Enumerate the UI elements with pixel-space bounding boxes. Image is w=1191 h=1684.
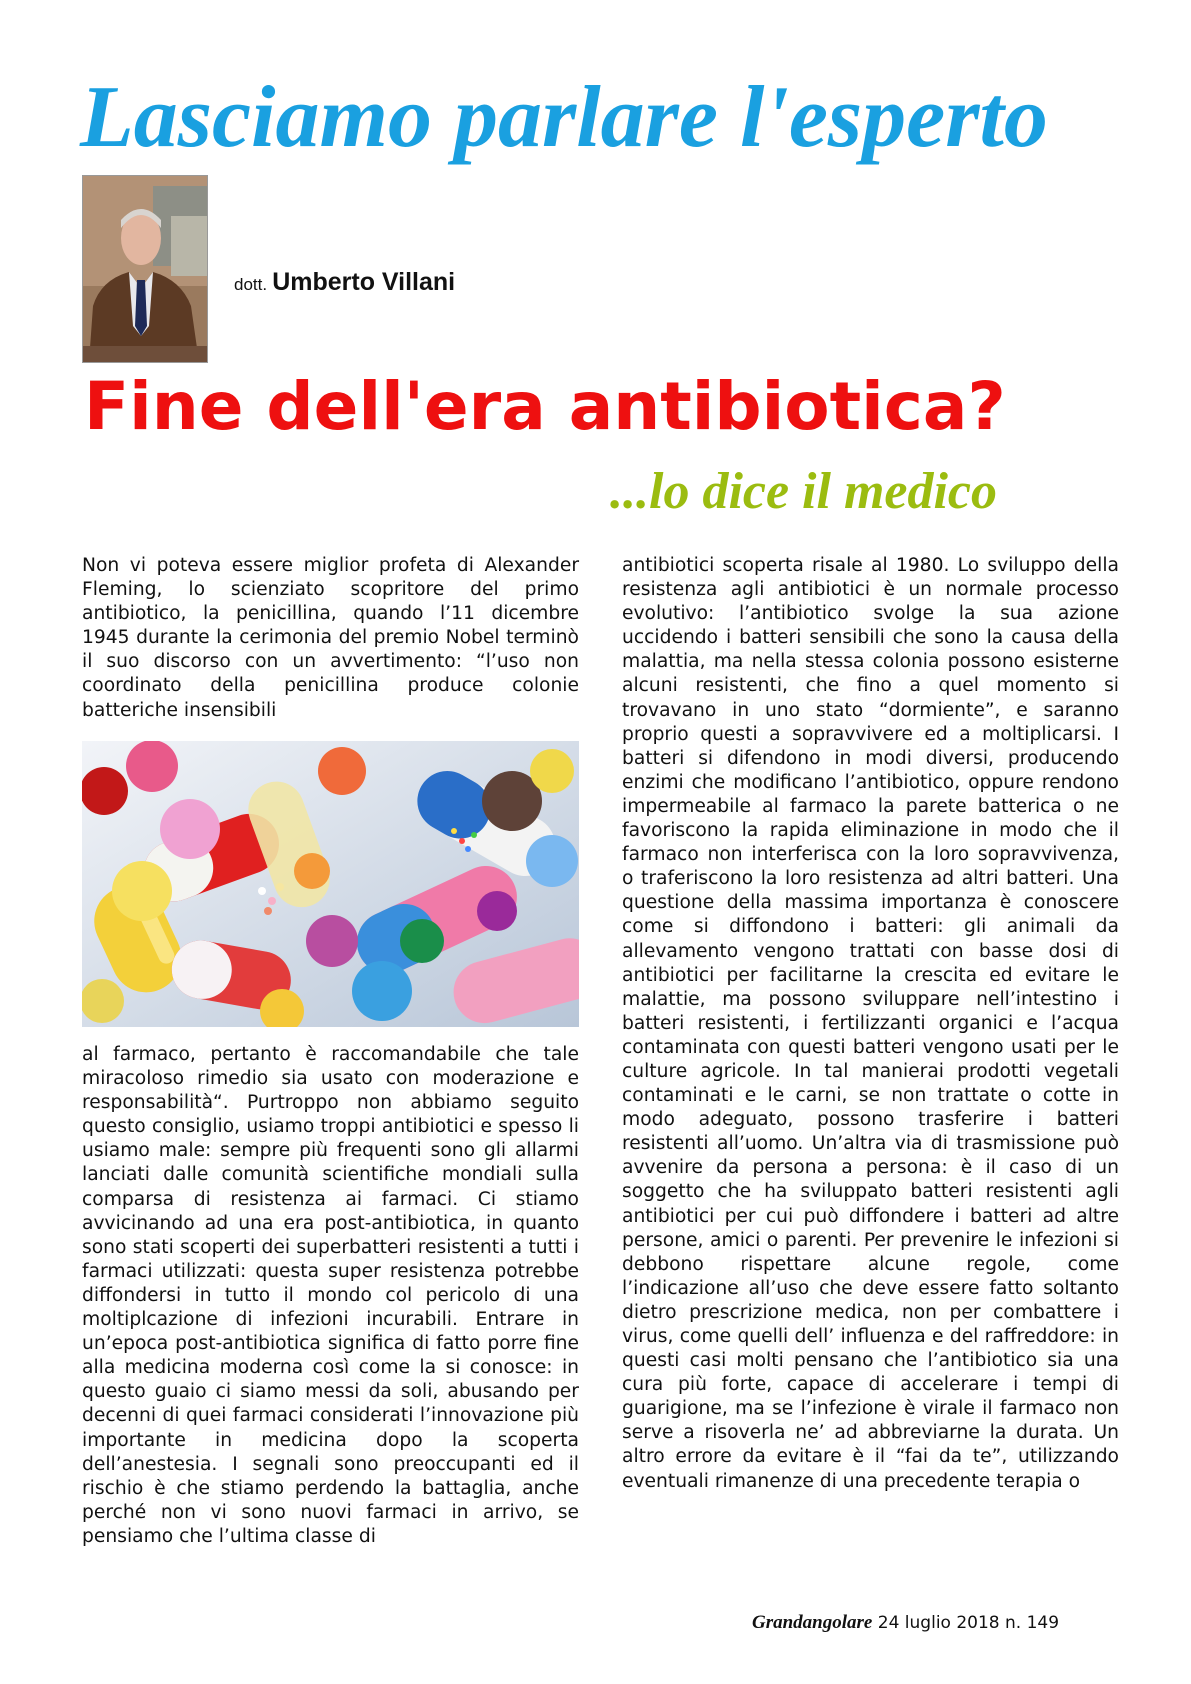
page-footer bbox=[752, 1612, 1059, 1634]
column-1-bottom-text: al farmaco, pertanto è raccomandabile che tale miracoloso rimedio sia usato con moderazione e responsabilità“. Purtroppo non abbiamo seguito questo consiglio, usiamo troppi antibiotici e spesso li usiamo male: sempre più frequenti sono gli allarmi lanciati dalle comunità scientifiche mondiali sulla comparsa di resistenza ai farmaci. Ci stiamo avvicinando ad una era post-antibiotica, in quanto sono stati scoperti dei superbatteri resistenti a tutti i farmaci utilizzati: questa super resistenza potrebbe diffondersi in tutto il mondo col pericolo di una moltiplcazione di infezioni incurabili. Entrare in un’epoca post-antibiotica significa di fatto porre fine alla medicina moderna così come la si conosce: in questo guaio ci siamo messi da soli, abusando per decenni di quei farmaci considerati l’innovazione più importante in medicina dopo la scoperta dell’anestesia. I segnali sono preoccupanti ed il rischio è che stiamo perdendo la battaglia, anche perché non vi sono nuovi farmaci in arrivo, se pensiamo che l’ultima classe di bbox=[82, 1044, 579, 1547]
magazine-name: Grandangolare bbox=[752, 1612, 873, 1633]
article-title: Fine dell'era antibiotica? bbox=[84, 368, 1006, 445]
pills-image bbox=[82, 741, 579, 1027]
page-header-title: Lasciamo parlare l'esperto bbox=[80, 69, 1048, 166]
author-prefix: dott. bbox=[234, 275, 268, 294]
column-1-top-text: Non vi poteva essere miglior profeta di Alexander Fleming, lo scienziato scopritore del primo antibiotico, la penicillina, quando l’11 dicembre 1945 durante la cerimonia del premio Nobel terminò il suo discorso con un avvertimento: “l’uso non coordinato della penicillina produce colonie batteriche insensibili bbox=[82, 555, 579, 721]
issue-info: 24 luglio 2018 n. 149 bbox=[877, 1613, 1060, 1633]
author-name: Umberto Villani bbox=[272, 268, 456, 296]
author-byline bbox=[234, 268, 455, 297]
author-photo bbox=[82, 175, 208, 363]
article-subtitle: ...lo dice il medico bbox=[610, 463, 998, 520]
column-2-text: antibiotici scoperta risale al 1980. Lo sviluppo della resistenza agli antibiotici è un normale processo evolutivo: l’antibiotico svolge la sua azione uccidendo i batteri sensibili che sono la causa della malattia, ma nella stessa colonia possono esisterne alcuni resistenti, che fino a quel momento si trovavano in uno stato “dormiente”, e saranno proprio questi a sopravvivere ed a moltiplicarsi. I batteri si difendono in modi diversi, producendo enzimi che modificano l’antibiotico, oppure rendono impermeabile al farmaco la parete batterica o ne favoriscono la rapida eliminazione in modo che il farmaco non interferisca con la loro sopravvivenza, o traferiscono la loro resistenza ad altri batteri. Una questione della massima importanza è conoscere come si diffondono i batteri: gli animali da allevamento vengono trattati con basse dosi di antibiotici per facilitarne la crescita ed evitare le malattie, ma possono sviluppare nell’intestino i batteri resistenti, i fertilizzanti organici e l’acqua contaminata con questi batteri vengono usati per le culture agricole. In tal manierai prodotti vegetali contaminati e le carni, se non trattate o cotte in modo adeguato, possono trasferire i batteri resistenti all’uomo. Un’altra via di trasmissione può avvenire da persona a persona: è il caso di un soggetto che ha sviluppato batteri resistenti agli antibiotici per cui può diffondere i batteri ad altre persone, amici o parenti. Per prevenire le infezioni si debbono rispettare alcune regole, come l’indicazione all’uso che deve essere fatto soltanto dietro prescrizione medica, non per combattere i virus, come quelli dell’ influenza e del raffreddore: in questi casi molti pensano che l’antibiotico sia una cura più forte, capace di accelerare i tempi di guarigione, ma se l’infezione è virale il farmaco non serve a risoverla ne’ ad abbreviarne la durata. Un altro errore da evitare è il “fai da te”, utilizzando eventuali rimanenze di una precedente terapia o bbox=[622, 555, 1119, 1492]
